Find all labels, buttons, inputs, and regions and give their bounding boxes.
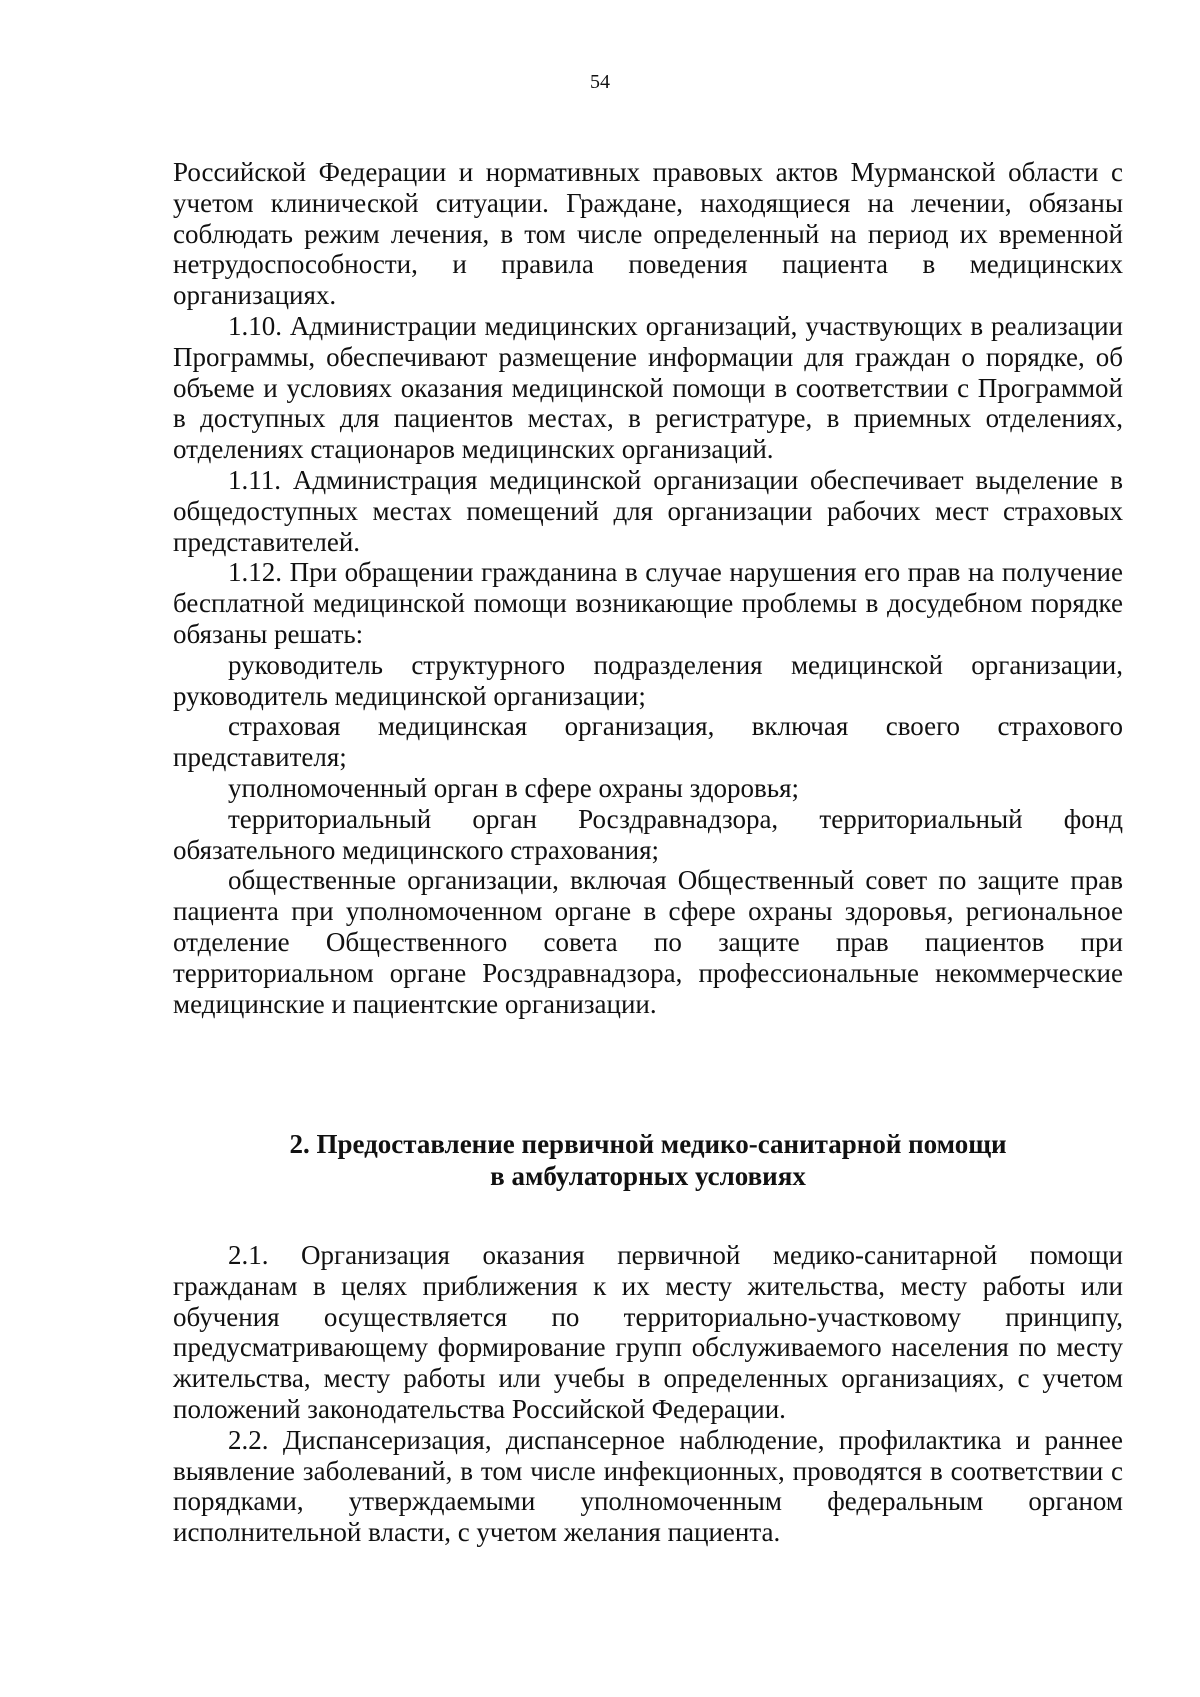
paragraph-1-10: 1.10. Администрации медицинских организаций, участвующих в реализации Программы, обеспечивают размещение информации для граждан о порядке, об объеме и условиях оказания медицинской помощи в соответствии с Программой в доступных для пациентов местах, в регистратуре, в приемных отделениях, отделениях стационаров медицинских организаций. [173, 310, 1123, 465]
section-1-text [173, 157, 1123, 1019]
paragraph-2-1: 2.1. Организация оказания первичной медико-санитарной помощи гражданам в целях приближения к их месту жительства, месту работы или обучения осуществляется по территориально-участковому принципу, предусматривающему формирование групп обслуживаемого населения по месту жительства, месту работы или учебы в определенных организациях, с учетом положений законодательства Российской Федерации. [173, 1240, 1123, 1424]
list-item: общественные организации, включая Общественный совет по защите прав пациента при уполномоченном органе в сфере охраны здоровья, региональное отделение Общественного совета по защите прав пациентов при территориальном органе Росздравнадзора, профессиональные некоммерческие медицинские и пациентские организации. [173, 865, 1123, 1019]
paragraph-1-11: 1.11. Администрация медицинской организации обеспечивает выделение в общедоступных местах помещений для организации рабочих мест страховых представителей. [173, 464, 1123, 557]
page-number: 54 [590, 71, 610, 93]
section-2-heading [173, 1128, 1123, 1192]
list-item: уполномоченный орган в сфере охраны здоровья; [228, 772, 800, 803]
list-item: территориальный орган Росздравнадзора, территориальный фонд обязательного медицинского страхования; [173, 803, 1123, 865]
list-item: руководитель структурного подразделения медицинской организации, руководитель медицинской организации; [173, 649, 1123, 711]
paragraph-1-12: 1.12. При обращении гражданина в случае нарушения его прав на получение бесплатной медицинской помощи возникающие проблемы в досудебном порядке обязаны решать: [173, 557, 1123, 649]
heading-line-1: 2. Предоставление первичной медико-санитарной помощи [289, 1129, 1007, 1159]
paragraph-2-2: 2.2. Диспансеризация, диспансерное наблюдение, профилактика и раннее выявление заболеваний, в том числе инфекционных, проводятся в соответствии с порядками, утверждаемыми уполномоченным федеральным органом исполнительной власти, с учетом желания пациента. [173, 1424, 1123, 1548]
list-item: страховая медицинская организация, включая своего страхового представителя; [173, 711, 1123, 773]
heading-line-2: в амбулаторных условиях [490, 1161, 806, 1191]
section-2-text [173, 1240, 1123, 1548]
paragraph: Российской Федерации и нормативных правовых актов Мурманской области с учетом клинической ситуации. Граждане, находящиеся на лечении, обязаны соблюдать режим лечения, в том числе определенный на период их временной нетрудоспособности, и правила поведения пациента в медицинских организациях. [173, 157, 1123, 311]
